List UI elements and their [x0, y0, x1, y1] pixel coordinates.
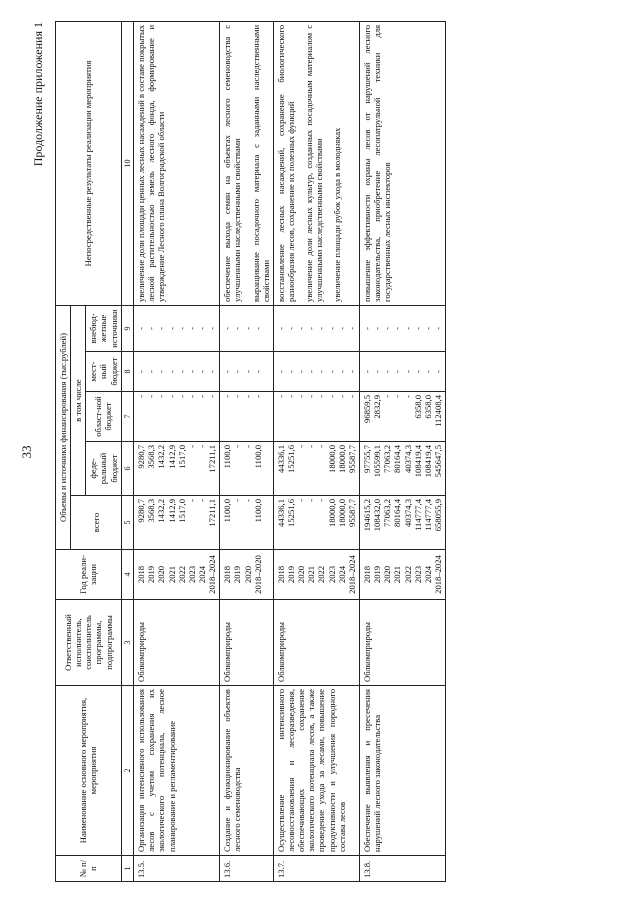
local-cell-value: - [232, 370, 243, 373]
regional-cell-value: - [196, 395, 207, 398]
total-cell-value: 9280,7 [136, 499, 147, 523]
extra-cell-value: - [285, 327, 296, 330]
result-text: увеличение доли лесных культур, созданных посадочным материалом с улучшенными наследственными свойствами [304, 24, 325, 302]
total-cell-value: 18000,0 [336, 499, 347, 527]
table-row [359, 21, 445, 881]
extra-cell-value: - [326, 327, 337, 330]
total-cell-value: 80164,4 [392, 499, 403, 527]
year-cell-value: 2018–2020 [252, 555, 263, 594]
year-cell-value: 2024 [336, 565, 347, 584]
year-cell-value: 2024 [422, 565, 433, 584]
regional-cell-value: - [326, 395, 337, 398]
total-cell-value: - [186, 499, 197, 502]
header-name: Наименование основного мероприятия, мероприятия [56, 686, 122, 856]
local-cell-value: - [336, 370, 347, 373]
local-cell-value: - [392, 370, 403, 373]
year-cell [273, 550, 359, 600]
regional-cell-value: 96859,5 [361, 395, 372, 423]
local-cell-value: - [402, 370, 413, 373]
federal-cell-value: 9280,7 [136, 445, 147, 469]
federal-cell-value: - [196, 445, 207, 448]
col-index: 2 [121, 686, 133, 856]
table-row [134, 21, 220, 881]
extra-cell-value: - [392, 327, 403, 330]
federal-cell [220, 442, 274, 496]
regional-cell-value: - [306, 395, 317, 398]
total-cell-value: 1100,0 [222, 499, 233, 523]
extra-cell-value: - [346, 327, 357, 330]
federal-cell-value: 18000,0 [326, 445, 337, 473]
header-extra: внебюд-жетные источники [86, 305, 121, 351]
local-cell-value: - [296, 370, 307, 373]
extra-cell-value: - [136, 327, 147, 330]
regional-cell-value: - [222, 395, 233, 398]
total-cell-value: 44336,1 [275, 499, 286, 527]
extra-cell-value: - [402, 327, 413, 330]
local-cell-value: - [432, 370, 443, 373]
total-cell-value: - [232, 499, 243, 502]
year-cell-value: 2018–2024 [207, 555, 218, 594]
federal-cell-value: 95587,7 [346, 445, 357, 473]
year-cell-value: 2022 [176, 565, 187, 584]
rotated-page [15, 12, 625, 892]
results-cell [220, 21, 274, 305]
total-cell-value: 3568,3 [146, 499, 157, 523]
measure-name: Осуществление интенсивного лесовосстановления и лесоразведения, обеспечивающих сохранение экологического потенциала лесов, а также проведение ухода за лесами, повышение продуктивности и улучшения породного состава лесов [273, 686, 359, 856]
year-cell-value: 2023 [186, 565, 197, 584]
extra-cell-value: - [166, 327, 177, 330]
year-cell-value: 2018 [361, 565, 372, 584]
federal-cell-value: 1100,0 [222, 445, 233, 469]
federal-cell [359, 442, 445, 496]
total-cell [359, 496, 445, 550]
federal-cell-value: 545647,5 [432, 445, 443, 478]
regional-cell-value: - [382, 395, 393, 398]
local-cell [220, 352, 274, 392]
total-cell-value: - [306, 499, 317, 502]
year-cell-value: 2022 [402, 565, 413, 584]
year-cell-value: 2022 [316, 565, 327, 584]
col-index: 10 [121, 21, 133, 305]
total-cell-value: 18000,0 [326, 499, 337, 527]
federal-cell-value: 108419,4 [412, 445, 423, 478]
year-cell-value: 2023 [326, 565, 337, 584]
federal-cell-value: 1100,0 [252, 445, 263, 469]
local-cell-value: - [275, 370, 286, 373]
federal-cell-value: - [242, 445, 253, 448]
measure-name: Создание и функционирование объектов лесного семеноводства [220, 686, 274, 856]
local-cell-value: - [176, 370, 187, 373]
federal-cell-value: 1432,2 [156, 445, 167, 469]
result-text: увеличение площади рубок ухода в молодняках [332, 127, 343, 302]
result-text: обеспечение выхода семян на объектах лесного семеноводства с улучшенными наследственными свойствами [222, 24, 243, 302]
regional-cell-value: - [176, 395, 187, 398]
year-cell-value: 2018–2024 [346, 555, 357, 594]
total-cell [134, 496, 220, 550]
federal-cell-value: 15251,6 [285, 445, 296, 473]
extra-cell-value: - [361, 327, 372, 330]
year-cell-value: 2019 [232, 565, 243, 584]
regional-cell-value: - [275, 395, 286, 398]
federal-cell-value: 77063,2 [382, 445, 393, 473]
regional-cell-value: - [136, 395, 147, 398]
federal-cell-value: 40374,3 [402, 445, 413, 473]
local-cell-value: - [316, 370, 327, 373]
total-cell-value: 40374,3 [402, 499, 413, 527]
col-index: 3 [121, 600, 133, 686]
year-cell-value: 2020 [242, 565, 253, 584]
total-cell-value: - [296, 499, 307, 502]
extra-cell-value: - [306, 327, 317, 330]
extra-cell-value: - [252, 327, 263, 330]
year-cell-value: 2019 [372, 565, 383, 584]
col-index: 6 [121, 442, 133, 496]
local-cell-value: - [156, 370, 167, 373]
regional-cell-value: 6358,0 [422, 395, 433, 419]
regional-cell [273, 392, 359, 442]
total-cell-value: 1432,2 [156, 499, 167, 523]
total-cell [273, 496, 359, 550]
total-cell-value: 1412,9 [166, 499, 177, 523]
year-cell-value: 2021 [306, 565, 317, 584]
federal-cell-value: - [232, 445, 243, 448]
federal-cell [134, 442, 220, 496]
total-cell-value: 658055,9 [432, 499, 443, 532]
local-cell-value: - [136, 370, 147, 373]
header-year: Год реали-зации [56, 550, 122, 600]
header-local: мест-ный бюджет [86, 352, 121, 392]
year-cell-value: 2018 [222, 565, 233, 584]
year-cell-value: 2018 [136, 565, 147, 584]
local-cell-value: - [422, 370, 433, 373]
federal-cell-value: - [316, 445, 327, 448]
extra-cell [273, 305, 359, 351]
local-cell [134, 352, 220, 392]
result-text: восстановление лесных насаждений, сохранение биологического разнообразия лесов, сохранение их полезных функций [275, 24, 296, 302]
results-cell [359, 21, 445, 305]
federal-cell-value: 97755,7 [361, 445, 372, 473]
extra-cell-value: - [296, 327, 307, 330]
regional-cell-value: - [156, 395, 167, 398]
year-cell-value: 2019 [146, 565, 157, 584]
local-cell-value: - [285, 370, 296, 373]
local-cell-value: - [207, 370, 218, 373]
row-number: 13.5. [134, 856, 220, 882]
local-cell [359, 352, 445, 392]
federal-cell-value: - [296, 445, 307, 448]
extra-cell-value: - [336, 327, 347, 330]
regional-cell-value: - [242, 395, 253, 398]
regional-cell-value: - [146, 395, 157, 398]
local-cell-value: - [186, 370, 197, 373]
extra-cell-value: - [196, 327, 207, 330]
executor: Облкомприроды [273, 600, 359, 686]
total-cell-value: 17211,1 [207, 499, 218, 527]
continuation-title: Продолжение приложения 1 [31, 22, 45, 167]
header-funding: Объемы и источники финансирования (тыс.рублей) [56, 305, 71, 549]
year-cell [359, 550, 445, 600]
local-cell-value: - [361, 370, 372, 373]
year-cell-value: 2021 [392, 565, 403, 584]
header-federal: феде-ральный бюджет [86, 442, 121, 496]
total-cell-value: 15251,6 [285, 499, 296, 527]
extra-cell-value: - [275, 327, 286, 330]
regional-cell-value: 2832,9 [372, 395, 383, 419]
header-results: Непосредственные результаты реализации мероприятия [56, 21, 122, 305]
year-cell-value: 2018 [275, 565, 286, 584]
executor: Облкомприроды [220, 600, 274, 686]
col-index: 1 [121, 856, 133, 882]
local-cell-value: - [222, 370, 233, 373]
year-cell-value: 2020 [296, 565, 307, 584]
regional-cell-value: 6358,0 [412, 395, 423, 419]
regional-cell-value: - [285, 395, 296, 398]
extra-cell-value: - [222, 327, 233, 330]
federal-cell-value: 3568,3 [146, 445, 157, 469]
page-number: 33 [19, 445, 34, 459]
regional-cell-value: - [346, 395, 357, 398]
measure-name: Организация интенсивного использования лесов с учетом сохранения их экологического потенциала, лесное планирование и регламентирование [134, 686, 220, 856]
col-index: 7 [121, 392, 133, 442]
federal-cell-value: 18000,0 [336, 445, 347, 473]
year-cell-value: 2021 [166, 565, 177, 584]
federal-cell-value: 105599,1 [372, 445, 383, 478]
year-cell-value: 2019 [285, 565, 296, 584]
header-total: всего [71, 496, 122, 550]
regional-cell-value: - [316, 395, 327, 398]
result-text: повышение эффективности охраны лесов от нарушений лесного законодательства, приобретение лесопатрульной техники для государственных лесных инспекторов [361, 24, 393, 302]
year-cell-value: 2024 [196, 565, 207, 584]
local-cell-value: - [166, 370, 177, 373]
extra-cell-value: - [186, 327, 197, 330]
total-cell-value: 194615,2 [361, 499, 372, 532]
extra-cell-value: - [372, 327, 383, 330]
federal-cell-value: - [306, 445, 317, 448]
regional-cell-value: - [232, 395, 243, 398]
regional-cell-value: - [392, 395, 403, 398]
extra-cell-value: - [412, 327, 423, 330]
extra-cell-value: - [242, 327, 253, 330]
table-row [220, 21, 274, 881]
regional-cell [134, 392, 220, 442]
header-incl: в том числе [71, 305, 86, 495]
extra-cell-value: - [176, 327, 187, 330]
year-cell-value: 2018–2024 [432, 555, 443, 594]
local-cell-value: - [346, 370, 357, 373]
local-cell-value: - [146, 370, 157, 373]
regional-cell-value: - [402, 395, 413, 398]
total-cell-value: - [316, 499, 327, 502]
federal-cell-value: 1517,0 [176, 445, 187, 469]
regional-cell-value: - [252, 395, 263, 398]
federal-cell [273, 442, 359, 496]
results-cell [134, 21, 220, 305]
local-cell-value: - [252, 370, 263, 373]
extra-cell [220, 305, 274, 351]
header-num: № п/п [56, 856, 122, 882]
table-row [273, 21, 359, 881]
federal-cell-value: - [186, 445, 197, 448]
extra-cell-value: - [156, 327, 167, 330]
extra-cell-value: - [207, 327, 218, 330]
total-cell-value: 77063,2 [382, 499, 393, 527]
extra-cell-value: - [422, 327, 433, 330]
row-number: 13.6. [220, 856, 274, 882]
financing-table [55, 21, 446, 882]
total-cell-value: 114777,4 [422, 499, 433, 531]
local-cell-value: - [196, 370, 207, 373]
federal-cell-value: 44336,1 [275, 445, 286, 473]
measure-name: Обеспечение выявления и пресечения нарушений лесного законодательства [359, 686, 445, 856]
extra-cell [359, 305, 445, 351]
regional-cell-value: - [336, 395, 347, 398]
regional-cell-value: - [207, 395, 218, 398]
col-index: 5 [121, 496, 133, 550]
row-number: 13.8. [359, 856, 445, 882]
total-cell-value: 108432,0 [372, 499, 383, 532]
executor: Облкомприроды [359, 600, 445, 686]
local-cell-value: - [242, 370, 253, 373]
regional-cell [359, 392, 445, 442]
federal-cell-value: 1412,9 [166, 445, 177, 469]
year-cell-value: 2020 [156, 565, 167, 584]
year-cell-value: 2023 [412, 565, 423, 584]
column-index-row [121, 21, 133, 881]
local-cell-value: - [372, 370, 383, 373]
local-cell-value: - [382, 370, 393, 373]
col-index: 4 [121, 550, 133, 600]
year-cell-value: 2020 [382, 565, 393, 584]
total-cell-value: 1517,0 [176, 499, 187, 523]
extra-cell-value: - [146, 327, 157, 330]
total-cell-value: - [196, 499, 207, 502]
row-number: 13.7. [273, 856, 359, 882]
regional-cell [220, 392, 274, 442]
local-cell-value: - [412, 370, 423, 373]
federal-cell-value: 17211,1 [207, 445, 218, 473]
regional-cell-value: 112408,4 [432, 395, 443, 427]
header-regional: област-ной бюджет [86, 392, 121, 442]
extra-cell-value: - [316, 327, 327, 330]
local-cell-value: - [326, 370, 337, 373]
regional-cell-value: - [296, 395, 307, 398]
year-cell [220, 550, 274, 600]
total-cell-value: 1100,0 [252, 499, 263, 523]
extra-cell-value: - [382, 327, 393, 330]
extra-cell-value: - [232, 327, 243, 330]
result-text: выращивание посадочного материала с заданными наследственными свойствами [250, 24, 271, 302]
result-text: увеличение доли площади ценных лесных насаждений в составе покрытых лесной растительностью земель лесного фонда, формирование и утверждение Лесного плана Волгоградской области [136, 24, 167, 302]
extra-cell [134, 305, 220, 351]
col-index: 9 [121, 305, 133, 351]
col-index: 8 [121, 352, 133, 392]
extra-cell-value: - [432, 327, 443, 330]
local-cell [273, 352, 359, 392]
local-cell-value: - [306, 370, 317, 373]
executor: Облкомприроды [134, 600, 220, 686]
year-cell [134, 550, 220, 600]
total-cell [220, 496, 274, 550]
total-cell-value: 114777,4 [412, 499, 423, 531]
regional-cell-value: - [166, 395, 177, 398]
total-cell-value: - [242, 499, 253, 502]
total-cell-value: 95587,7 [346, 499, 357, 527]
federal-cell-value: 108419,4 [422, 445, 433, 478]
regional-cell-value: - [186, 395, 197, 398]
federal-cell-value: 80164,4 [392, 445, 403, 473]
results-cell [273, 21, 359, 305]
header-executor: Ответственный исполнитель, соисполнитель программы, подпрограммы [56, 600, 122, 686]
